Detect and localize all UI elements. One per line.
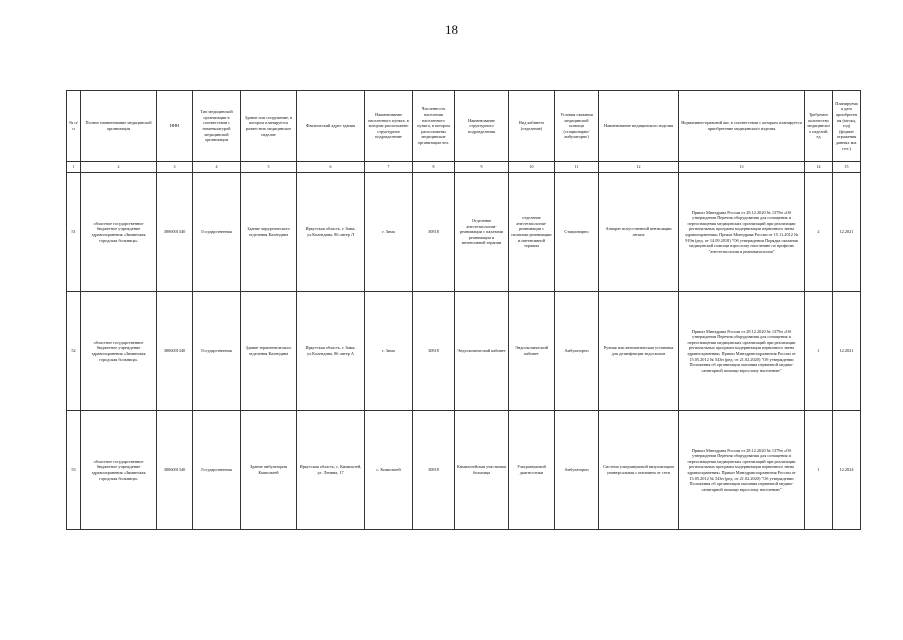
organization-name: областное государственное бюджетное учреждение здравоохранения «Зиминская городская больница»	[81, 173, 157, 292]
column-number: 13	[679, 162, 805, 173]
legal-act: Приказ Минздрава России от 28.12.2020 № 1379н «Об утверждении Перечня оборудования для оснащения и переоснащения медицинских организаций при реализации региональных программ модернизации первичного звена здравоохранения» Приказ Минздрава России от 15.11.2012 № 919н (ред. от 14.09.2018) "Об утверждении Порядка оказания медицинской помощи взрослому населению по профилю "анестезиология и реаниматология"	[679, 173, 805, 292]
address: Иркутская область, с. Кимильтей, ул. Ленина, 17	[297, 411, 365, 530]
column-number: 15	[833, 162, 861, 173]
structural-unit: Эндоскопический кабинет	[455, 292, 509, 411]
population: 30818	[413, 411, 455, 530]
care-conditions: Амбулаторно	[555, 411, 599, 530]
header-cell: Вид кабинета (отделение)	[509, 91, 555, 162]
inn: 3806001340	[157, 411, 193, 530]
legal-act: Приказ Минздрава России от 28.12.2020 № 1379н «Об утверждении Перечня оборудования для оснащения и переоснащения медицинских организаций при реализации региональных программ модернизации первичного звена здравоохранения» Приказ Минздравсоцразвития России от 15.05.2012 № 543н (ред. от 21.02.2020) "Об утверждении Положения об организации оказания первичной медико-санитарной помощи взрослому населению"	[679, 411, 805, 530]
table-row	[67, 173, 861, 292]
header-cell: Фактический адрес здания	[297, 91, 365, 162]
header-cell: Численность населения населенного пункта, в котором расположены медицинские организации чел.	[413, 91, 455, 162]
header-cell: Здание или сооружение, в котором планируется разместить медицинское изделие	[241, 91, 297, 162]
cabinet-type: Эндоскопический кабинет	[509, 292, 555, 411]
locality: г. Зима	[365, 173, 413, 292]
column-number: 5	[241, 162, 297, 173]
planned-date: 12.2024	[833, 411, 861, 530]
page-number: 18	[445, 22, 458, 37]
table-row	[67, 411, 861, 530]
column-number: 9	[455, 162, 509, 173]
cabinet-type: Ультразвуковой диагностики	[509, 411, 555, 530]
planned-date: 12.2021	[833, 173, 861, 292]
care-conditions: Стационарно	[555, 173, 599, 292]
header-cell: Тип медицинской организации в соответствии с номенклатурой медицинской организации	[193, 91, 241, 162]
column-number: 14	[805, 162, 833, 173]
column-number: 7	[365, 162, 413, 173]
care-conditions: Амбулаторно	[555, 292, 599, 411]
population: 30818	[413, 292, 455, 411]
device-name: Аппарат искусственной вентиляции легких	[599, 173, 679, 292]
organization-name: областное государственное бюджетное учреждение здравоохранения «Зиминская городская больница»	[81, 411, 157, 530]
inn: 3806001340	[157, 292, 193, 411]
equipment-table	[66, 90, 861, 530]
column-number: 12	[599, 162, 679, 173]
column-number-row	[67, 162, 861, 173]
table-row	[67, 292, 861, 411]
row-number: 52	[67, 292, 81, 411]
header-cell: ИНН	[157, 91, 193, 162]
header-cell: Условия оказания медицинской помощи (стационарно/амбулаторно)	[555, 91, 599, 162]
row-number: 51	[67, 173, 81, 292]
structural-unit: Кимильтейская участковая больница	[455, 411, 509, 530]
device-name: Ручная или автоматическая установка для дезинфекции эндоскопов	[599, 292, 679, 411]
structural-unit: Отделение анестезиологии-реанимации с палатами реанимации и интенсивной терапии	[455, 173, 509, 292]
cabinet-type: отделение анестезиологии-реанимации с палатами реанимации и интенсивной терапии	[509, 173, 555, 292]
address: Иркутская область, г. Зима, ул.Календина, 86 литер Л	[297, 173, 365, 292]
population: 30818	[413, 173, 455, 292]
locality: г. Зима	[365, 292, 413, 411]
header-cell: Наименование населенного пункта, в котором расположено структурное подразделение	[365, 91, 413, 162]
quantity: 1	[805, 411, 833, 530]
quantity: 1	[805, 292, 833, 411]
header-cell: Наименование структурного подразделения	[455, 91, 509, 162]
column-number: 10	[509, 162, 555, 173]
organization-name: областное государственное бюджетное учреждение здравоохранения «Зиминская городская больница»	[81, 292, 157, 411]
locality: с. Кимильтей	[365, 411, 413, 530]
header-cell: Полное наименование медицинской организации	[81, 91, 157, 162]
column-number: 6	[297, 162, 365, 173]
header-row	[67, 91, 861, 162]
building: Здание амбулатории Кимильтей	[241, 411, 297, 530]
header-cell: Планируемая дата приобретения (месяц, год) (формат отражения данных мм. гггг.)	[833, 91, 861, 162]
row-number: 53	[67, 411, 81, 530]
organization-type: Государственная	[193, 292, 241, 411]
header-cell: № п/п	[67, 91, 81, 162]
building: Здание терапевтического отделения Календина	[241, 292, 297, 411]
legal-act: Приказ Минздрава России от 28.12.2020 № 1379н «Об утверждении Перечня оборудования для оснащения и переоснащения медицинских организаций при реализации региональных программ модернизации первичного звена здравоохранения» Приказ Минздравсоцразвития России от 15.05.2012 № 543н (ред. от 21.02.2020) "Об утверждении Положения об организации оказания первичной медико-санитарной помощи взрослому населению"	[679, 292, 805, 411]
header-cell: Требуемое количество медицинских изделий, ед	[805, 91, 833, 162]
organization-type: Государственная	[193, 173, 241, 292]
column-number: 1	[67, 162, 81, 173]
column-number: 3	[157, 162, 193, 173]
address: Иркутская область, г. Зима, ул.Календина, 86 литер А	[297, 292, 365, 411]
header-cell: Нормативно-правовой акт, в соответствии с которым планируется приобретение медицинского изделия	[679, 91, 805, 162]
column-number: 11	[555, 162, 599, 173]
device-name: Система ультразвуковой визуализации универсальная с питанием от сети	[599, 411, 679, 530]
column-number: 4	[193, 162, 241, 173]
header-cell: Наименование медицинского изделия	[599, 91, 679, 162]
organization-type: Государственная	[193, 411, 241, 530]
column-number: 2	[81, 162, 157, 173]
planned-date: 12.2021	[833, 292, 861, 411]
inn: 3806001340	[157, 173, 193, 292]
column-number: 8	[413, 162, 455, 173]
quantity: 2	[805, 173, 833, 292]
building: Здание хирургического отделения Календина	[241, 173, 297, 292]
